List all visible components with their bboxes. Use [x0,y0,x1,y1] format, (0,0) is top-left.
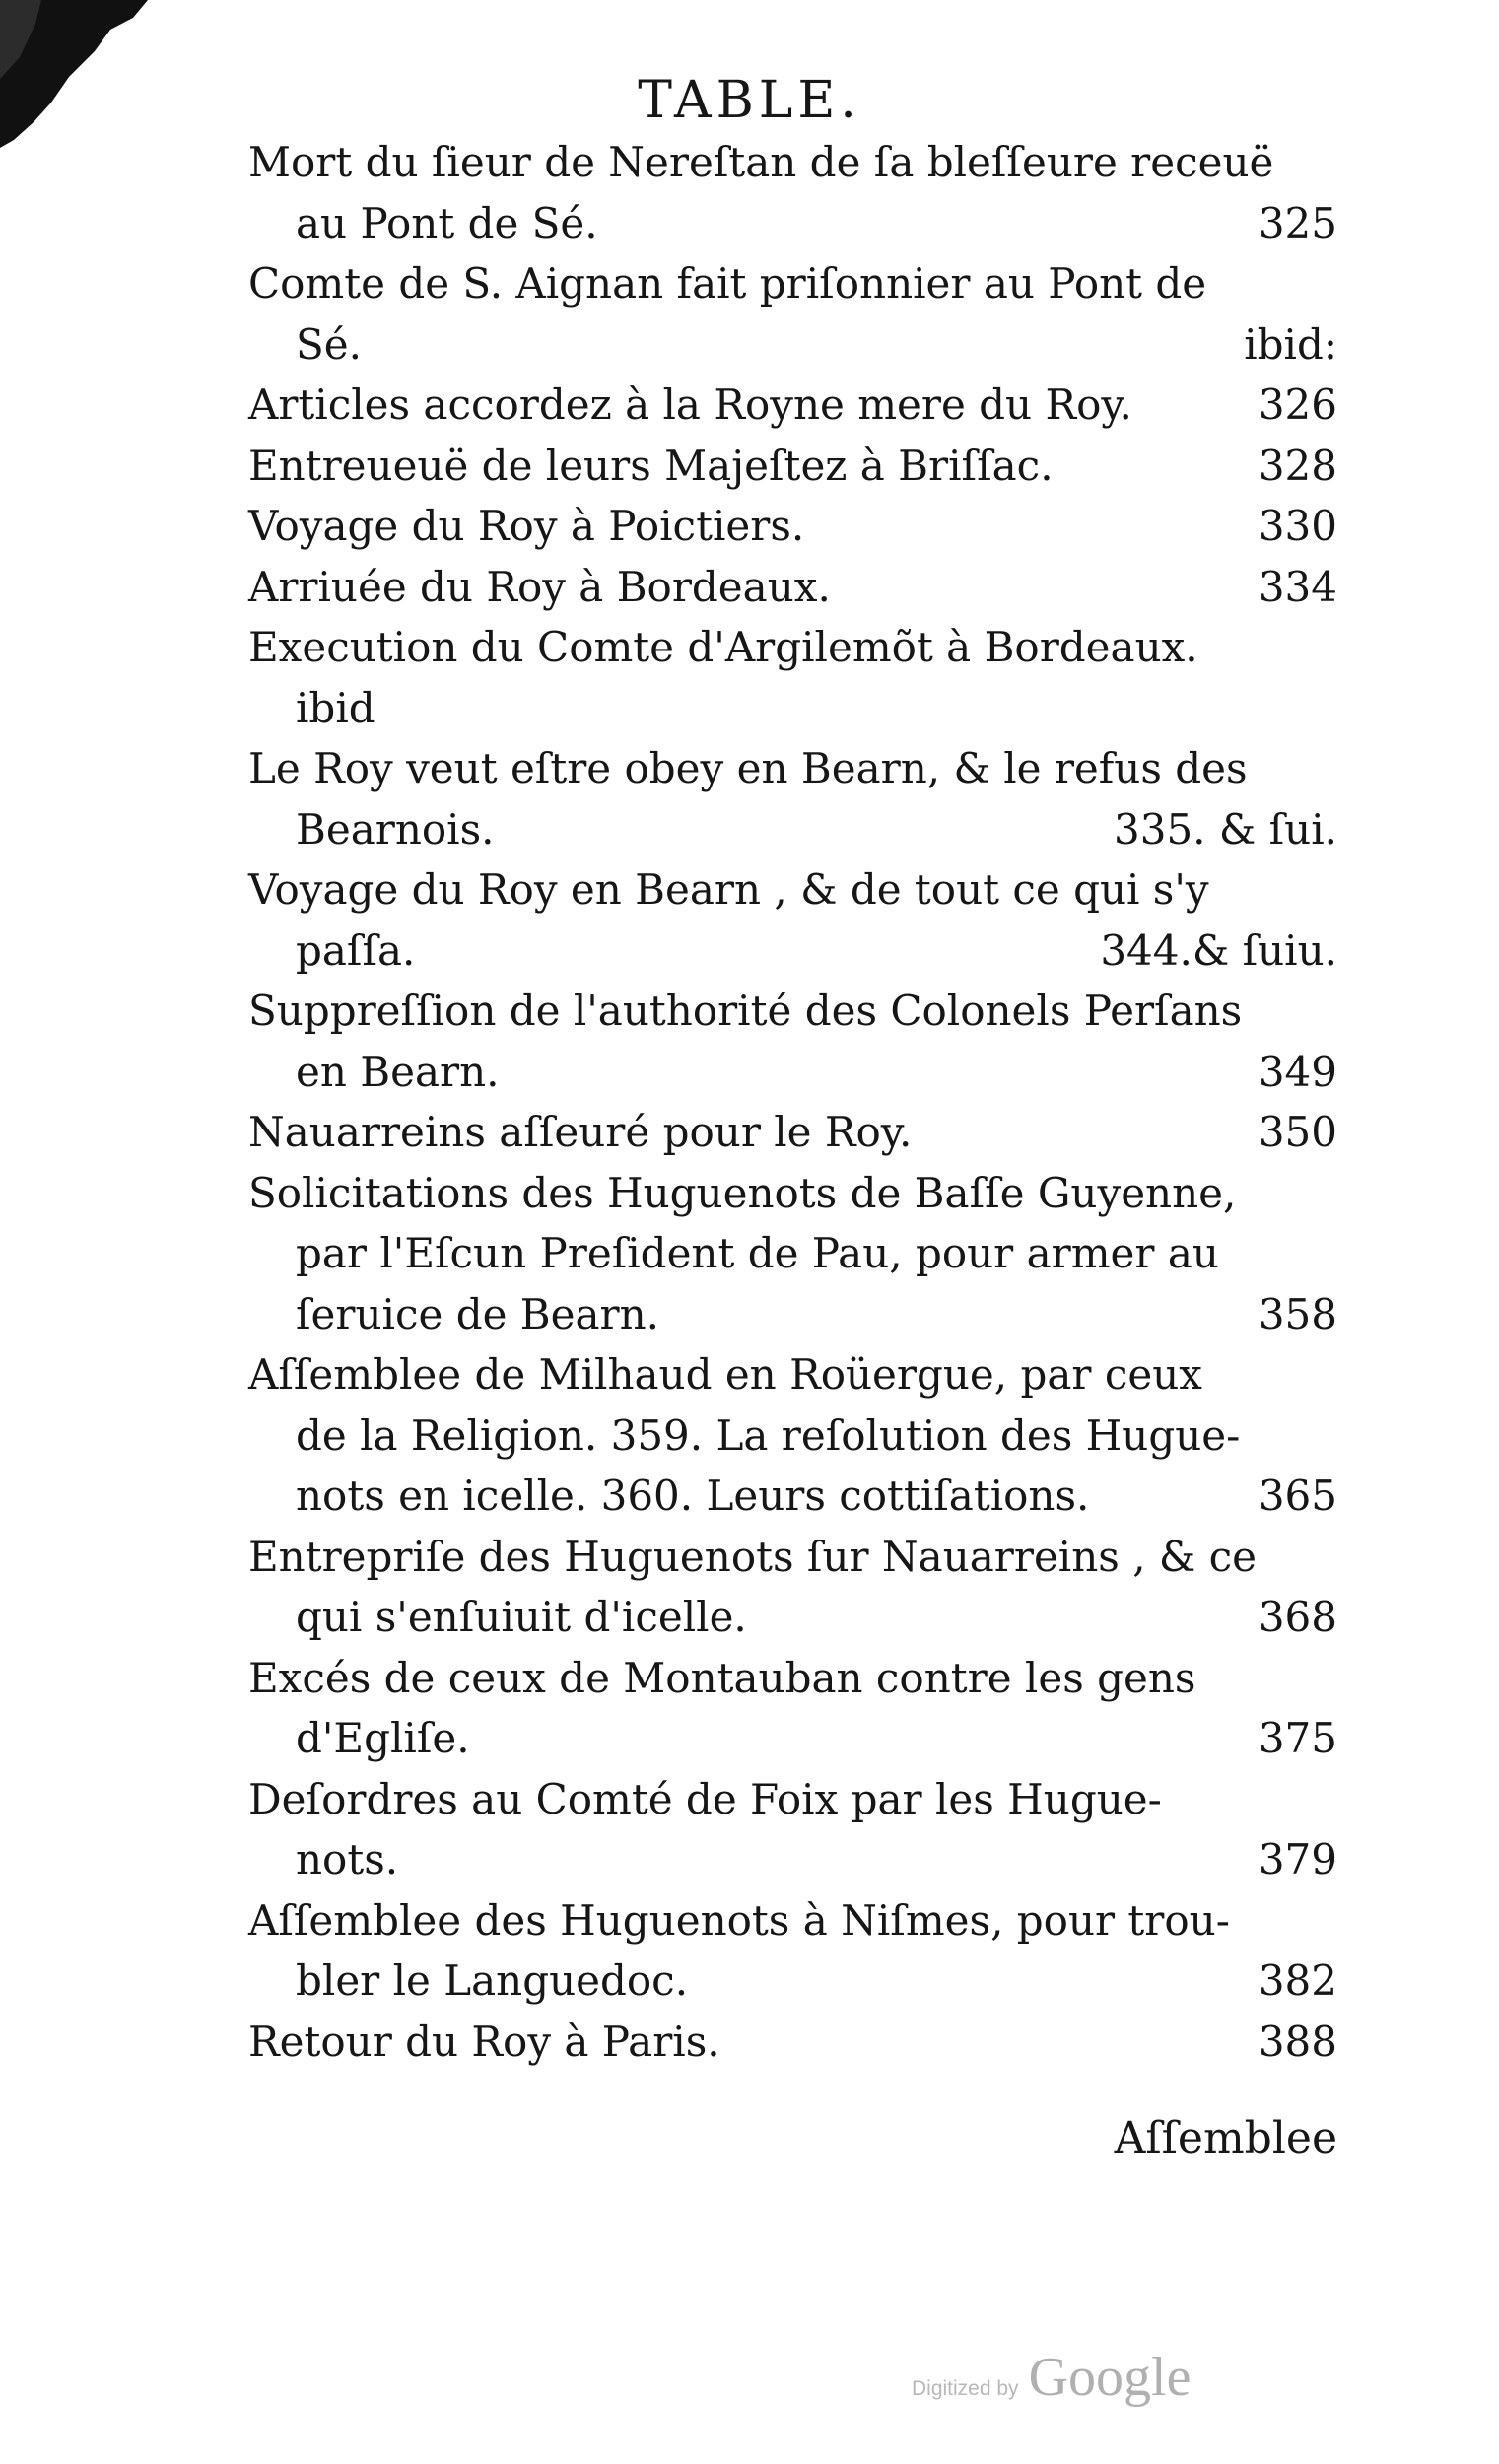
entry-text: Aſſemblee de Milhaud en Roüergue, par ceux [248,1350,1202,1399]
entry-text: Suppreſſion de l'authorité des Colonels Perſans [248,987,1243,1035]
page-title: TABLE. [638,71,861,130]
watermark-prefix: Digitized by [912,2377,1019,2400]
entry-text: Voyage du Roy en Bearn , & de tout ce qui s'y [248,865,1209,914]
toc-entry [248,253,1337,375]
table-of-contents [248,132,1337,2072]
page-number: 344.& ſuiu. [1100,925,1337,975]
toc-entry [248,557,1337,618]
toc-entry [248,1527,1337,1648]
entry-text: par l'Eſcun Preſident de Pau, pour armer au [296,1229,1219,1277]
toc-line [248,1708,1337,1769]
entry-text: Mort du ſieur de Nereſtan de ſa bleſſeure receuë [248,138,1274,186]
toc-line [248,921,1337,982]
toc-line [248,1648,1337,1709]
entry-text: Le Roy veut eſtre obey en Bearn, & le refus des [248,744,1248,792]
page-number: 382 [1258,1956,1337,2005]
entry-text: Retour du Roy à Paris. [248,2017,720,2066]
toc-entry [248,496,1337,557]
toc-entry [248,981,1337,1102]
page-number: 375 [1258,1714,1337,1762]
entry-text: au Pont de Sé. [296,198,598,247]
page-number: 334 [1258,562,1337,611]
toc-line [248,859,1337,921]
page-number: 328 [1258,441,1337,490]
page-number: 365 [1258,1472,1337,1520]
toc-line [248,132,1337,193]
toc-line [248,1527,1337,1588]
toc-entry [248,132,1337,253]
toc-entry [248,1344,1337,1527]
entry-text: d'Egliſe. [296,1714,470,1762]
toc-entry [248,1769,1337,1890]
toc-line [248,1890,1337,1951]
toc-line [248,1042,1337,1103]
toc-line [248,1951,1337,2012]
toc-entry [248,1163,1337,1345]
page-number: ibid: [1244,319,1337,369]
entry-text: Voyage du Roy à Poictiers. [248,502,805,550]
entry-text: Execution du Comte d'Argilemõt à Bordeaux. [248,623,1198,671]
page-number: 330 [1258,502,1337,550]
toc-line [248,1284,1337,1345]
page-number: 350 [1258,1108,1337,1156]
toc-entry [248,436,1337,497]
toc-entry [248,738,1337,859]
entry-text: en Bearn. [296,1047,500,1096]
page-number: 325 [1258,198,1337,247]
page-number: 326 [1258,380,1337,429]
toc-line [248,314,1337,376]
entry-text: Deſordres au Comté de Foix par les Hugue- [248,1774,1162,1823]
toc-line [248,496,1337,557]
page-number: 358 [1258,1289,1337,1338]
toc-line [248,799,1337,860]
catchword: Aſſemblee [1114,2113,1337,2163]
page-number: 349 [1258,1047,1337,1096]
toc-line [248,738,1337,799]
toc-line [248,375,1337,436]
entry-text: Excés de ceux de Montauban contre les gens [248,1653,1196,1702]
toc-line [248,1829,1337,1890]
entry-text: Sé. [296,319,362,369]
toc-line [248,1344,1337,1405]
toc-line [248,617,1337,678]
toc-line [248,1769,1337,1830]
toc-line [248,2012,1337,2073]
toc-line [248,981,1337,1042]
entry-text: de la Religion. 359. La reſolution des Hugue- [296,1410,1241,1460]
entry-text: Entreueuë de leurs Majeſtez à Briſſac. [248,441,1054,490]
entry-text: paſſa. [296,925,416,975]
page-number: 368 [1258,1593,1337,1641]
entry-text: ibid [296,683,375,732]
entry-text: bler le Languedoc. [296,1956,689,2005]
entry-text: Arriuée du Roy à Bordeaux. [248,562,831,611]
toc-entry [248,1102,1337,1163]
entry-text: Comte de S. Aignan fait priſonnier au Pont de [248,259,1207,308]
entry-text: Solicitations des Huguenots de Baſſe Guyenne, [248,1168,1237,1217]
entry-text: Nauarreins aſſeuré pour le Roy. [248,1108,913,1156]
entry-text: Bearnois. [296,804,495,854]
entry-text: ſeruice de Bearn. [296,1289,660,1338]
toc-line [248,1102,1337,1163]
page-number: 379 [1258,1835,1337,1883]
toc-line [248,1405,1337,1467]
entry-text: Aſſemblee des Huguenots à Niſmes, pour trou- [248,1895,1230,1945]
toc-entry [248,1648,1337,1769]
toc-line [248,1223,1337,1284]
toc-line [248,436,1337,497]
entry-text: Entrepriſe des Huguenots ſur Nauarreins , & ce [248,1532,1258,1581]
toc-line [248,1163,1337,1224]
toc-entry [248,617,1337,738]
toc-entry [248,2012,1337,2073]
toc-line [248,678,1337,739]
page-number: 388 [1258,2017,1337,2066]
toc-entry [248,375,1337,436]
toc-entry [248,1890,1337,2012]
toc-line [248,253,1337,314]
digitized-watermark [912,2346,1237,2415]
toc-line [248,1466,1337,1527]
page-number: 335. & ſui. [1114,804,1337,854]
toc-line [248,557,1337,618]
entry-text: nots en icelle. 360. Leurs cottiſations. [296,1472,1090,1520]
toc-line [248,1587,1337,1648]
entry-text: qui s'enſuiuit d'icelle. [296,1593,747,1641]
entry-text: Articles accordez à la Royne mere du Roy. [248,380,1132,429]
toc-line [248,193,1337,254]
entry-text: nots. [296,1835,399,1883]
toc-entry [248,859,1337,981]
google-logo: Google [1028,2347,1192,2408]
